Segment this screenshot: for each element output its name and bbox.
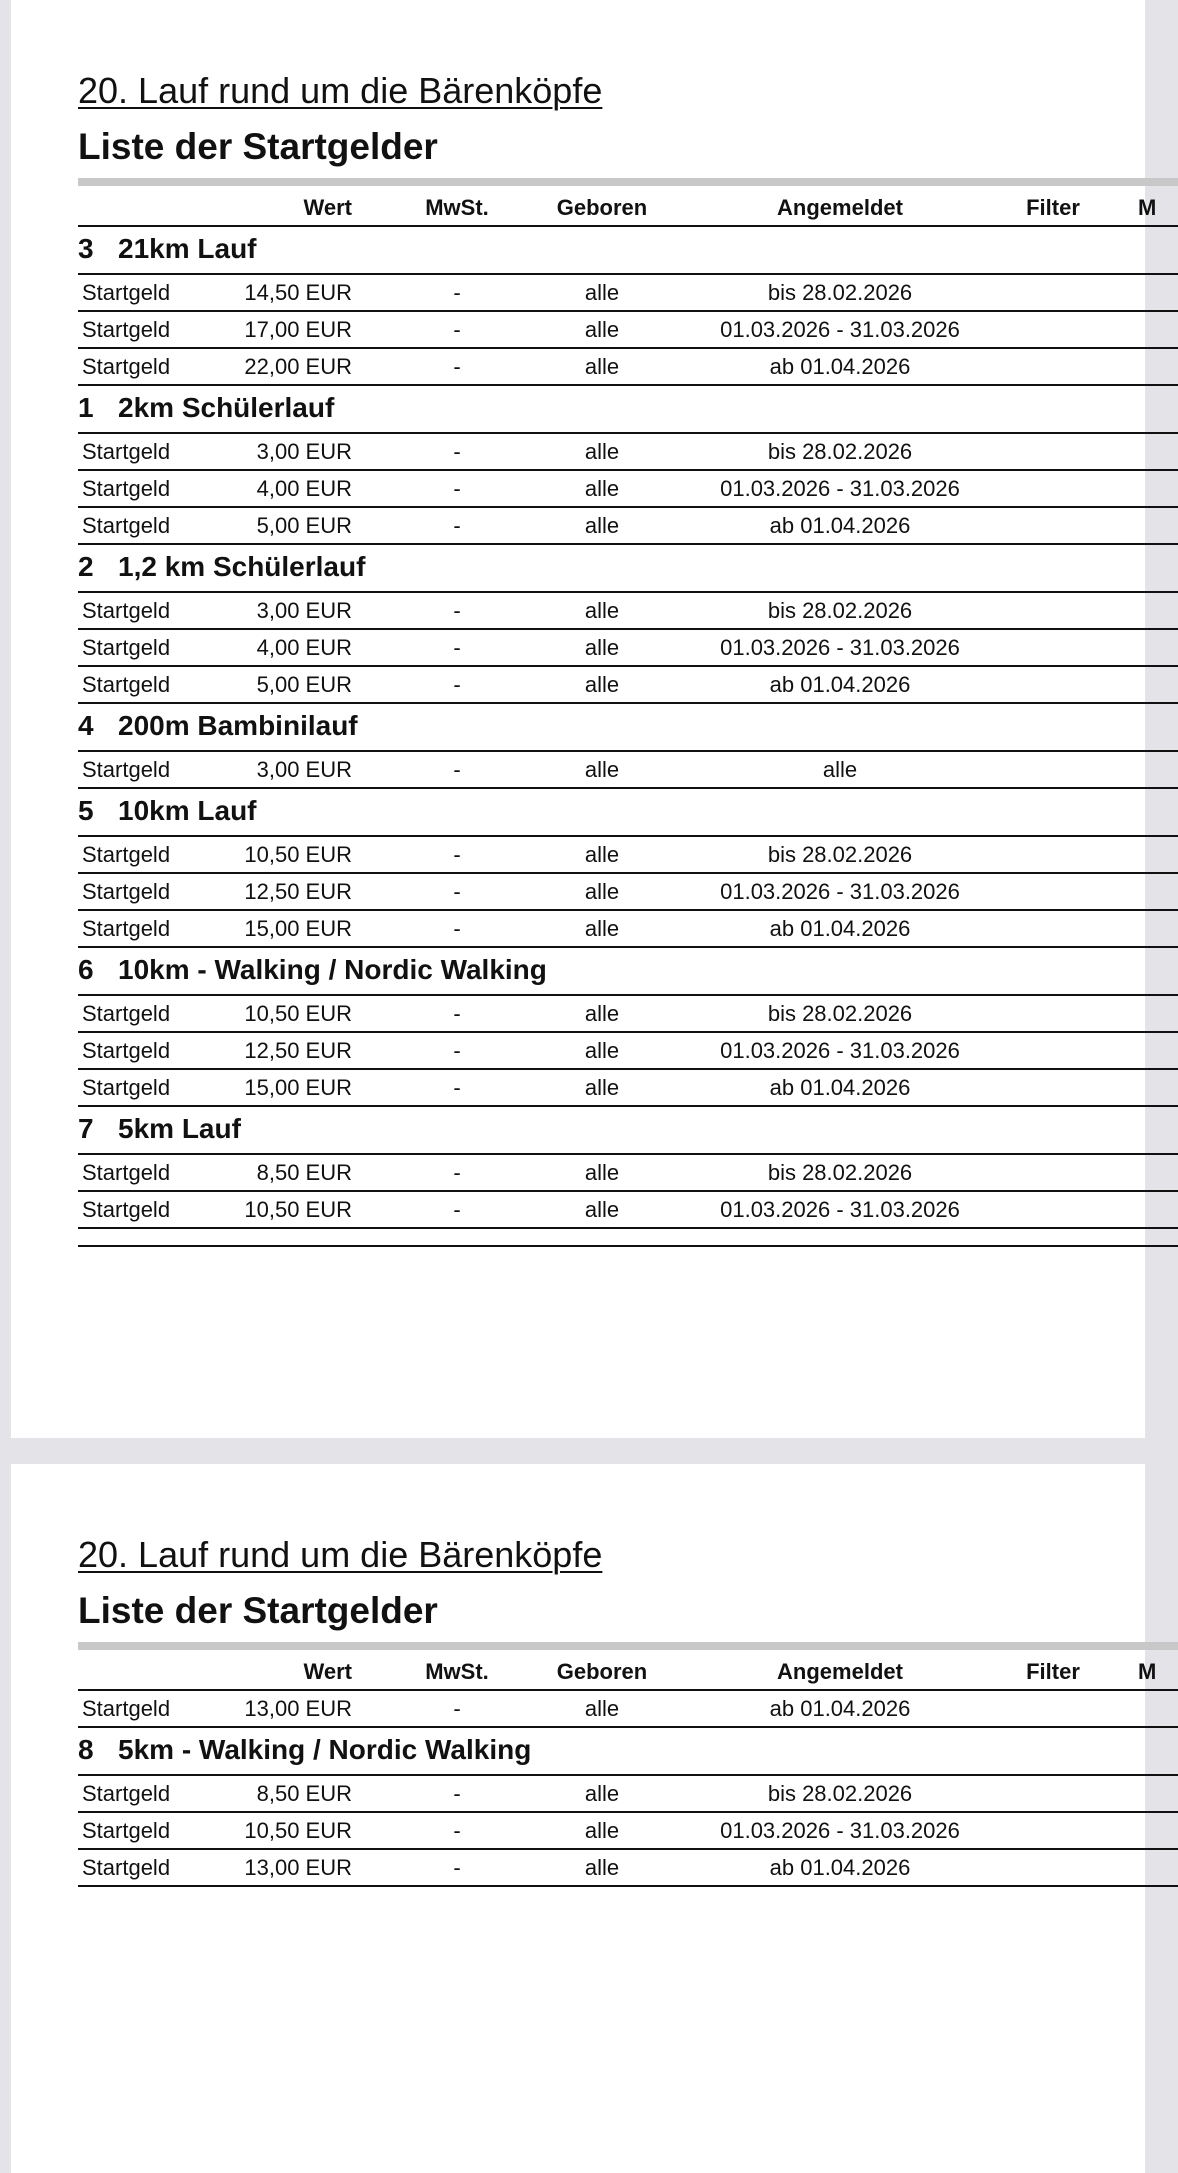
fee-label: Startgeld xyxy=(82,915,171,941)
registration-period: bis 28.02.2026 xyxy=(767,1780,913,1806)
birth-year-value: alle xyxy=(584,279,620,305)
race-section-header xyxy=(78,227,1178,275)
fee-label: Startgeld xyxy=(82,512,171,538)
column-header-mwst: MwSt. xyxy=(425,195,489,220)
birth-year-value: alle xyxy=(584,915,620,941)
fee-label: Startgeld xyxy=(82,634,171,660)
registration-period: ab 01.04.2026 xyxy=(769,353,911,379)
table-row xyxy=(78,312,1178,349)
race-section-header xyxy=(78,545,1178,593)
fee-value: 15,00 EUR xyxy=(244,1074,352,1100)
fee-label: Startgeld xyxy=(82,597,171,623)
vat-value: - xyxy=(453,597,461,623)
fee-label: Startgeld xyxy=(82,353,171,379)
header-separator-bar xyxy=(78,1642,1178,1650)
race-name: 21km Lauf xyxy=(118,233,257,264)
birth-year-value: alle xyxy=(584,438,620,464)
list-title: Liste der Startgelder xyxy=(78,1590,438,1631)
registration-period: alle xyxy=(822,756,858,782)
birth-year-value: alle xyxy=(584,756,620,782)
fee-label: Startgeld xyxy=(82,475,171,501)
table-row xyxy=(78,630,1178,667)
vat-value: - xyxy=(453,756,461,782)
column-header-m: M xyxy=(1138,195,1157,220)
birth-year-value: alle xyxy=(584,1196,620,1222)
fee-label: Startgeld xyxy=(82,841,171,867)
race-name: 1,2 km Schülerlauf xyxy=(118,551,366,582)
birth-year-value: alle xyxy=(584,512,620,538)
vat-value: - xyxy=(453,1074,461,1100)
column-header-mwst: MwSt. xyxy=(425,1659,489,1684)
document-page-2 xyxy=(11,1464,1157,2173)
fee-value: 13,00 EUR xyxy=(244,1695,352,1721)
column-header-angemeldet: Angemeldet xyxy=(777,195,903,220)
fee-value: 5,00 EUR xyxy=(256,671,352,697)
fee-label: Startgeld xyxy=(82,671,171,697)
vat-value: - xyxy=(453,316,461,342)
birth-year-value: alle xyxy=(584,1780,620,1806)
birth-year-value: alle xyxy=(584,1695,620,1721)
event-title: 20. Lauf rund um die Bärenköpfe xyxy=(78,1534,603,1575)
birth-year-value: alle xyxy=(584,1000,620,1026)
birth-year-value: alle xyxy=(584,353,620,379)
table-row xyxy=(78,434,1178,471)
vat-value: - xyxy=(453,1159,461,1185)
fee-value: 3,00 EUR xyxy=(256,597,352,623)
vat-value: - xyxy=(453,841,461,867)
registration-period: ab 01.04.2026 xyxy=(769,671,911,697)
fee-value: 8,50 EUR xyxy=(256,1159,352,1185)
registration-period: 01.03.2026 - 31.03.2026 xyxy=(720,1196,960,1222)
table-row xyxy=(78,471,1178,508)
column-header-angemeldet: Angemeldet xyxy=(777,1659,903,1684)
column-header-wert: Wert xyxy=(303,1659,352,1684)
race-section-header xyxy=(78,948,1178,996)
vat-value: - xyxy=(453,1817,461,1843)
fee-value: 13,00 EUR xyxy=(244,1854,352,1880)
birth-year-value: alle xyxy=(584,1037,620,1063)
race-name: 5km - Walking / Nordic Walking xyxy=(118,1734,532,1765)
registration-period: ab 01.04.2026 xyxy=(769,1854,911,1880)
race-number: 2 xyxy=(78,551,94,582)
birth-year-value: alle xyxy=(584,1159,620,1185)
race-number: 8 xyxy=(78,1734,94,1765)
fee-label: Startgeld xyxy=(82,756,171,782)
header-separator-bar xyxy=(78,178,1178,186)
vat-value: - xyxy=(453,671,461,697)
vat-value: - xyxy=(453,438,461,464)
table-row xyxy=(78,874,1178,911)
birth-year-value: alle xyxy=(584,597,620,623)
fee-value: 3,00 EUR xyxy=(256,756,352,782)
column-header-row xyxy=(78,191,1178,227)
fee-value: 10,50 EUR xyxy=(244,841,352,867)
column-header-wert: Wert xyxy=(303,195,352,220)
column-header-m: M xyxy=(1138,1659,1157,1684)
registration-period: bis 28.02.2026 xyxy=(767,438,913,464)
column-header-filter: Filter xyxy=(1026,195,1080,220)
table-row xyxy=(78,1070,1178,1107)
vat-value: - xyxy=(453,1854,461,1880)
race-number: 6 xyxy=(78,954,94,985)
fee-value: 14,50 EUR xyxy=(244,279,352,305)
fee-label: Startgeld xyxy=(82,1074,171,1100)
fee-label: Startgeld xyxy=(82,316,171,342)
race-name: 10km - Walking / Nordic Walking xyxy=(118,954,547,985)
birth-year-value: alle xyxy=(584,316,620,342)
fee-label: Startgeld xyxy=(82,1695,171,1721)
race-number: 5 xyxy=(78,795,94,826)
registration-period: ab 01.04.2026 xyxy=(769,1074,911,1100)
race-name: 10km Lauf xyxy=(118,795,257,826)
list-title: Liste der Startgelder xyxy=(78,126,438,167)
registration-period: bis 28.02.2026 xyxy=(767,1000,913,1026)
vat-value: - xyxy=(453,1695,461,1721)
table-row xyxy=(78,911,1178,948)
vat-value: - xyxy=(453,634,461,660)
fee-value: 5,00 EUR xyxy=(256,512,352,538)
event-title: 20. Lauf rund um die Bärenköpfe xyxy=(78,70,603,111)
vat-value: - xyxy=(453,1780,461,1806)
fee-value: 10,50 EUR xyxy=(244,1196,352,1222)
table-end-line xyxy=(78,1245,1178,1247)
fee-label: Startgeld xyxy=(82,1817,171,1843)
table-row xyxy=(78,1776,1178,1813)
registration-period: 01.03.2026 - 31.03.2026 xyxy=(720,475,960,501)
registration-period: ab 01.04.2026 xyxy=(769,915,911,941)
birth-year-value: alle xyxy=(584,878,620,904)
vat-value: - xyxy=(453,1037,461,1063)
table-row xyxy=(78,1192,1178,1229)
fee-label: Startgeld xyxy=(82,1037,171,1063)
table-row xyxy=(78,667,1178,704)
fee-value: 15,00 EUR xyxy=(244,915,352,941)
fee-label: Startgeld xyxy=(82,438,171,464)
fee-value: 3,00 EUR xyxy=(256,438,352,464)
fee-value: 4,00 EUR xyxy=(256,475,352,501)
fee-value: 12,50 EUR xyxy=(244,878,352,904)
birth-year-value: alle xyxy=(584,1074,620,1100)
race-name: 200m Bambinilauf xyxy=(118,710,358,741)
table-row xyxy=(78,1155,1178,1192)
column-header-geboren: Geboren xyxy=(556,195,648,220)
table-row xyxy=(78,1033,1178,1070)
fee-value: 10,50 EUR xyxy=(244,1817,352,1843)
column-header-filter: Filter xyxy=(1026,1659,1080,1684)
fee-label: Startgeld xyxy=(82,1196,171,1222)
column-header-row xyxy=(78,1655,1178,1691)
fee-value: 12,50 EUR xyxy=(244,1037,352,1063)
registration-period: 01.03.2026 - 31.03.2026 xyxy=(720,878,960,904)
fee-value: 8,50 EUR xyxy=(256,1780,352,1806)
vat-value: - xyxy=(453,878,461,904)
race-number: 7 xyxy=(78,1113,94,1144)
race-number: 4 xyxy=(78,710,94,741)
registration-period: ab 01.04.2026 xyxy=(769,1695,911,1721)
table-row xyxy=(78,275,1178,312)
table-row xyxy=(78,1850,1178,1887)
vat-value: - xyxy=(453,353,461,379)
table-row xyxy=(78,837,1178,874)
vat-value: - xyxy=(453,915,461,941)
registration-period: bis 28.02.2026 xyxy=(767,279,913,305)
birth-year-value: alle xyxy=(584,475,620,501)
race-section-header xyxy=(78,1107,1178,1155)
race-name: 5km Lauf xyxy=(118,1113,241,1144)
registration-period: bis 28.02.2026 xyxy=(767,597,913,623)
vat-value: - xyxy=(453,1000,461,1026)
table-row xyxy=(78,996,1178,1033)
table-row xyxy=(78,593,1178,630)
table-row xyxy=(78,1813,1178,1850)
race-number: 3 xyxy=(78,233,94,264)
birth-year-value: alle xyxy=(584,1817,620,1843)
table-row xyxy=(78,349,1178,386)
registration-period: ab 01.04.2026 xyxy=(769,512,911,538)
race-name: 2km Schülerlauf xyxy=(118,392,335,423)
fee-label: Startgeld xyxy=(82,1854,171,1880)
race-section-header xyxy=(78,704,1178,752)
registration-period: 01.03.2026 - 31.03.2026 xyxy=(720,634,960,660)
table-row xyxy=(78,1691,1178,1728)
vat-value: - xyxy=(453,512,461,538)
fee-label: Startgeld xyxy=(82,1780,171,1806)
birth-year-value: alle xyxy=(584,634,620,660)
birth-year-value: alle xyxy=(584,1854,620,1880)
fee-value: 17,00 EUR xyxy=(244,316,352,342)
vat-value: - xyxy=(453,1196,461,1222)
table-row xyxy=(78,508,1178,545)
fee-label: Startgeld xyxy=(82,878,171,904)
column-header-geboren: Geboren xyxy=(556,1659,648,1684)
registration-period: 01.03.2026 - 31.03.2026 xyxy=(720,1037,960,1063)
race-section-header xyxy=(78,1728,1178,1776)
birth-year-value: alle xyxy=(584,671,620,697)
fee-label: Startgeld xyxy=(82,279,171,305)
birth-year-value: alle xyxy=(584,841,620,867)
vat-value: - xyxy=(453,279,461,305)
fee-value: 22,00 EUR xyxy=(244,353,352,379)
fee-value: 10,50 EUR xyxy=(244,1000,352,1026)
fee-label: Startgeld xyxy=(82,1000,171,1026)
document-page-1 xyxy=(11,0,1157,1438)
registration-period: 01.03.2026 - 31.03.2026 xyxy=(720,316,960,342)
race-number: 1 xyxy=(78,392,94,423)
table-row xyxy=(78,752,1178,789)
registration-period: bis 28.02.2026 xyxy=(767,841,913,867)
registration-period: 01.03.2026 - 31.03.2026 xyxy=(720,1817,960,1843)
fee-value: 4,00 EUR xyxy=(256,634,352,660)
registration-period: bis 28.02.2026 xyxy=(767,1159,913,1185)
vat-value: - xyxy=(453,475,461,501)
race-section-header xyxy=(78,789,1178,837)
race-section-header xyxy=(78,386,1178,434)
fee-label: Startgeld xyxy=(82,1159,171,1185)
